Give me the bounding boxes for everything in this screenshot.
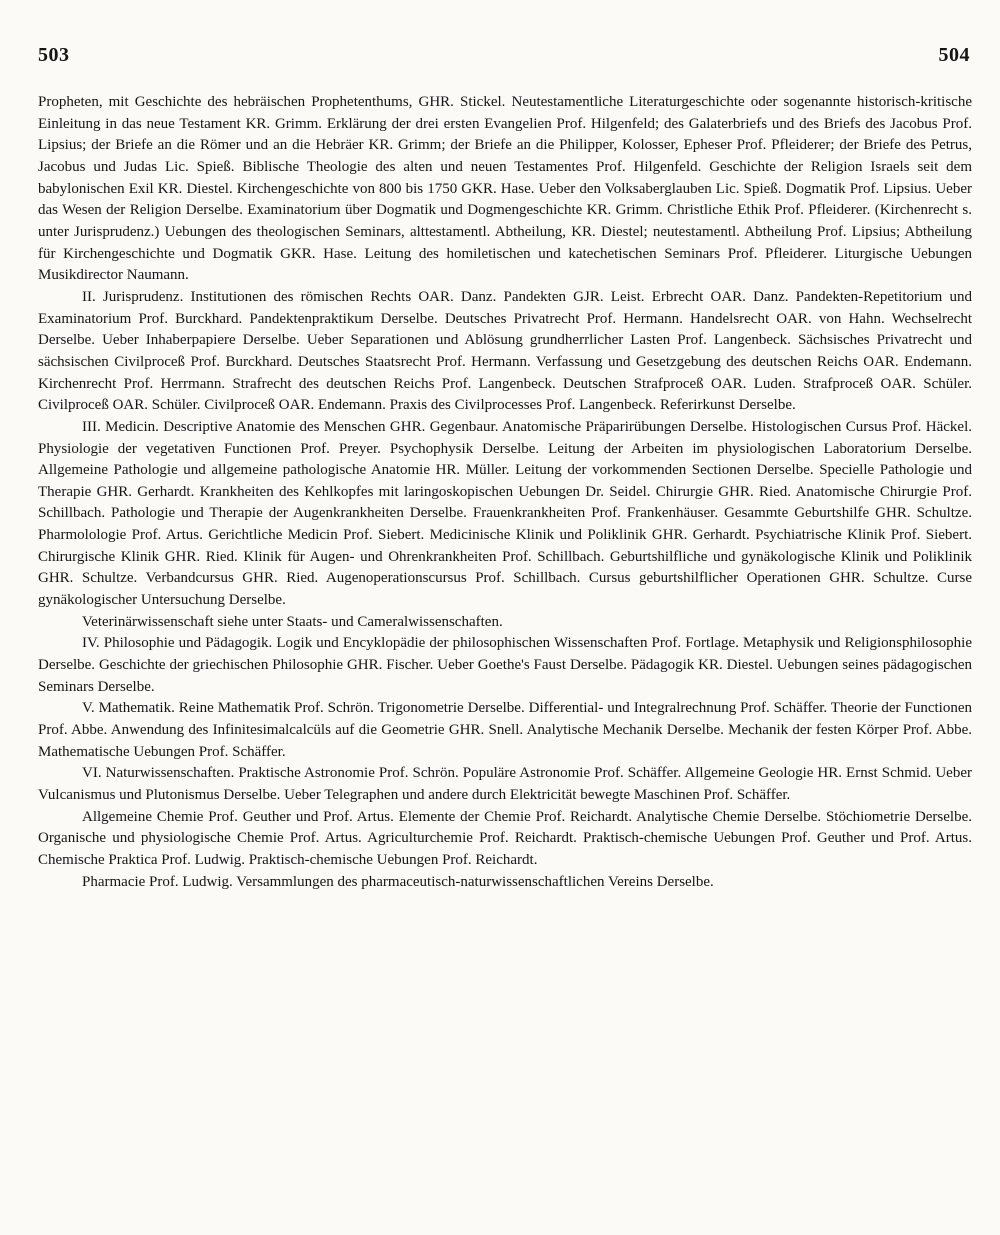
paragraph-medicine: III. Medicin. Descriptive Anatomie des Menschen GHR. Gegenbaur. Anatomische Präparirübungen Derselbe. Histologischen Cursus Prof. Häckel. Physiologie der vegetativen Functionen Prof. Preyer. Psychophysik Derselbe. Leitung der Arbeiten im physiologischen Laboratorium Derselbe. Allgemeine Pathologie und allgemeine pathologische Anatomie HR. Müller. Leitung der vorkommenden Sectionen Derselbe. Specielle Pathologie und Therapie GHR. Gerhardt. Krankheiten des Kehlkopfes mit laringoskopischen Uebungen Dr. Seidel. Chirurgie GHR. Ried. Anatomische Chirurgie Prof. Schillbach. Pathologie und Therapie der Augenkrankheiten Derselbe. Frauenkrankheiten Prof. Frankenhäuser. Gesammte Geburtshilfe GHR. Schultze. Pharmolologie Prof. Artus. Gerichtliche Medicin Prof. Siebert. Medicinische Klinik und Poliklinik GHR. Gerhardt. Psychiatrische Klinik Prof. Siebert. Chirurgische Klinik GHR. Ried. Klinik für Augen- und Ohrenkrankheiten Prof. Schillbach. Geburtshilfliche und gynäkologische Klinik und Poliklinik GHR. Schultze. Verbandcursus GHR. Ried. Augenoperationscursus Prof. Schillbach. Cursus geburtshilflicher Operationen GHR. Schultze. Curse gynäkologischer Untersuchung Derselbe. [38,418,972,609]
paragraph-pharmacy: Pharmacie Prof. Ludwig. Versammlungen des pharmaceutisch-naturwissenschaftlichen Vereins Derselbe. [82,873,714,890]
paragraph-natural-sciences: VI. Naturwissenschaften. Praktische Astronomie Prof. Schrön. Populäre Astronomie Prof. Schäffer. Allgemeine Geologie HR. Ernst Schmid. Ueber Vulcanismus und Plutonismus Derselbe. Ueber Telegraphen und andere durch Elektricität bewegte Maschinen Prof. Schäffer. [38,765,972,803]
paragraph-jurisprudence: II. Jurisprudenz. Institutionen des römischen Rechts OAR. Danz. Pandekten GJR. Leist. Erbrecht OAR. Danz. Pandekten-Repetitorium und Examinatorium Prof. Burckhard. Pandektenpraktikum Derselbe. Deutsches Privatrecht Prof. Hermann. Handelsrecht OAR. von Hahn. Wechselrecht Derselbe. Ueber Inhaberpapiere Derselbe. Ueber Separationen und Ablösung grundherrlicher Lasten Prof. Langenbeck. Sächsisches Privatrecht und sächsischen Civilproceß Prof. Burckhard. Deutsches Staatsrecht Prof. Hermann. Verfassung und Gesetzgebung des deutschen Reichs OAR. Endemann. Kirchenrecht Prof. Herrmann. Strafrecht des deutschen Reichs Prof. Langenbeck. Deutschen Strafproceß OAR. Luden. Strafproceß OAR. Schüler. Civilproceß OAR. Schüler. Civilproceß OAR. Endemann. Praxis des Civilprocesses Prof. Langenbeck. Referirkunst Derselbe. [38,288,972,414]
page-body-text [38,92,972,893]
paragraph-chemistry: Allgemeine Chemie Prof. Geuther und Prof. Artus. Elemente der Chemie Prof. Reichardt. Analytische Chemie Derselbe. Stöchiometrie Derselbe. Organische und physiologische Chemie Prof. Artus. Agriculturchemie Prof. Reichardt. Praktisch-chemische Uebungen Prof. Geuther und Prof. Artus. Chemische Praktica Prof. Ludwig. Praktisch-chemische Uebungen Prof. Reichardt. [38,808,972,868]
left-page-number: 503 [38,44,70,66]
paragraph-veterinary-note: Veterinärwissenschaft siehe unter Staats- und Cameralwissenschaften. [82,613,503,630]
paragraph-mathematics: V. Mathematik. Reine Mathematik Prof. Schrön. Trigonometrie Derselbe. Differential- und Integralrechnung Prof. Schäffer. Theorie der Functionen Prof. Abbe. Anwendung des Infinitesimalcalcüls auf die Geometrie GHR. Snell. Analytische Mechanik Derselbe. Mechanik der festen Körper Prof. Abbe. Mathematische Uebungen Prof. Schäffer. [38,700,972,760]
paragraph-philosophy: IV. Philosophie und Pädagogik. Logik und Encyklopädie der philosophischen Wissenschaften Prof. Fortlage. Metaphysik und Religionsphilosophie Derselbe. Geschichte der griechischen Philosophie GHR. Fischer. Ueber Goethe's Faust Derselbe. Pädagogik KR. Diestel. Uebungen seines pädagogischen Seminars Derselbe. [38,635,972,695]
paragraph-theology-continued: Propheten, mit Geschichte des hebräischen Prophetenthums, GHR. Stickel. Neutestamentliche Literaturgeschichte oder sogenannte historisch-kritische Einleitung in das neue Testament KR. Grimm. Erklärung der drei ersten Evangelien Prof. Hilgenfeld; des Galaterbriefs und des Briefs des Jacobus Prof. Lipsius; der Briefe an die Römer und an die Hebräer KR. Grimm; der Briefe an die Philipper, Kolosser, Epheser Prof. Pfleiderer; der Briefe des Petrus, Jacobus und Judas Lic. Spieß. Biblische Theologie des alten und neuen Testamentes Prof. Hilgenfeld. Geschichte der Religion Israels seit dem babylonischen Exil KR. Diestel. Kirchengeschichte von 800 bis 1750 GKR. Hase. Ueber den Volksaberglauben Lic. Spieß. Dogmatik Prof. Lipsius. Ueber das Wesen der Religion Derselbe. Examinatorium über Dogmatik und Dogmengeschichte KR. Grimm. Christliche Ethik Prof. Pfleiderer. (Kirchenrecht s. unter Jurisprudenz.) Uebungen des theologischen Seminars, alttestamentl. Abtheilung, KR. Diestel; neutestamentl. Abtheilung Prof. Lipsius; Abtheilung für Kirchengeschichte und Dogmatik GKR. Hase. Leitung des homiletischen und katechetischen Seminars Prof. Pfleiderer. Liturgische Uebungen Musikdirector Naumann. [38,94,972,284]
right-page-number: 504 [938,44,970,66]
